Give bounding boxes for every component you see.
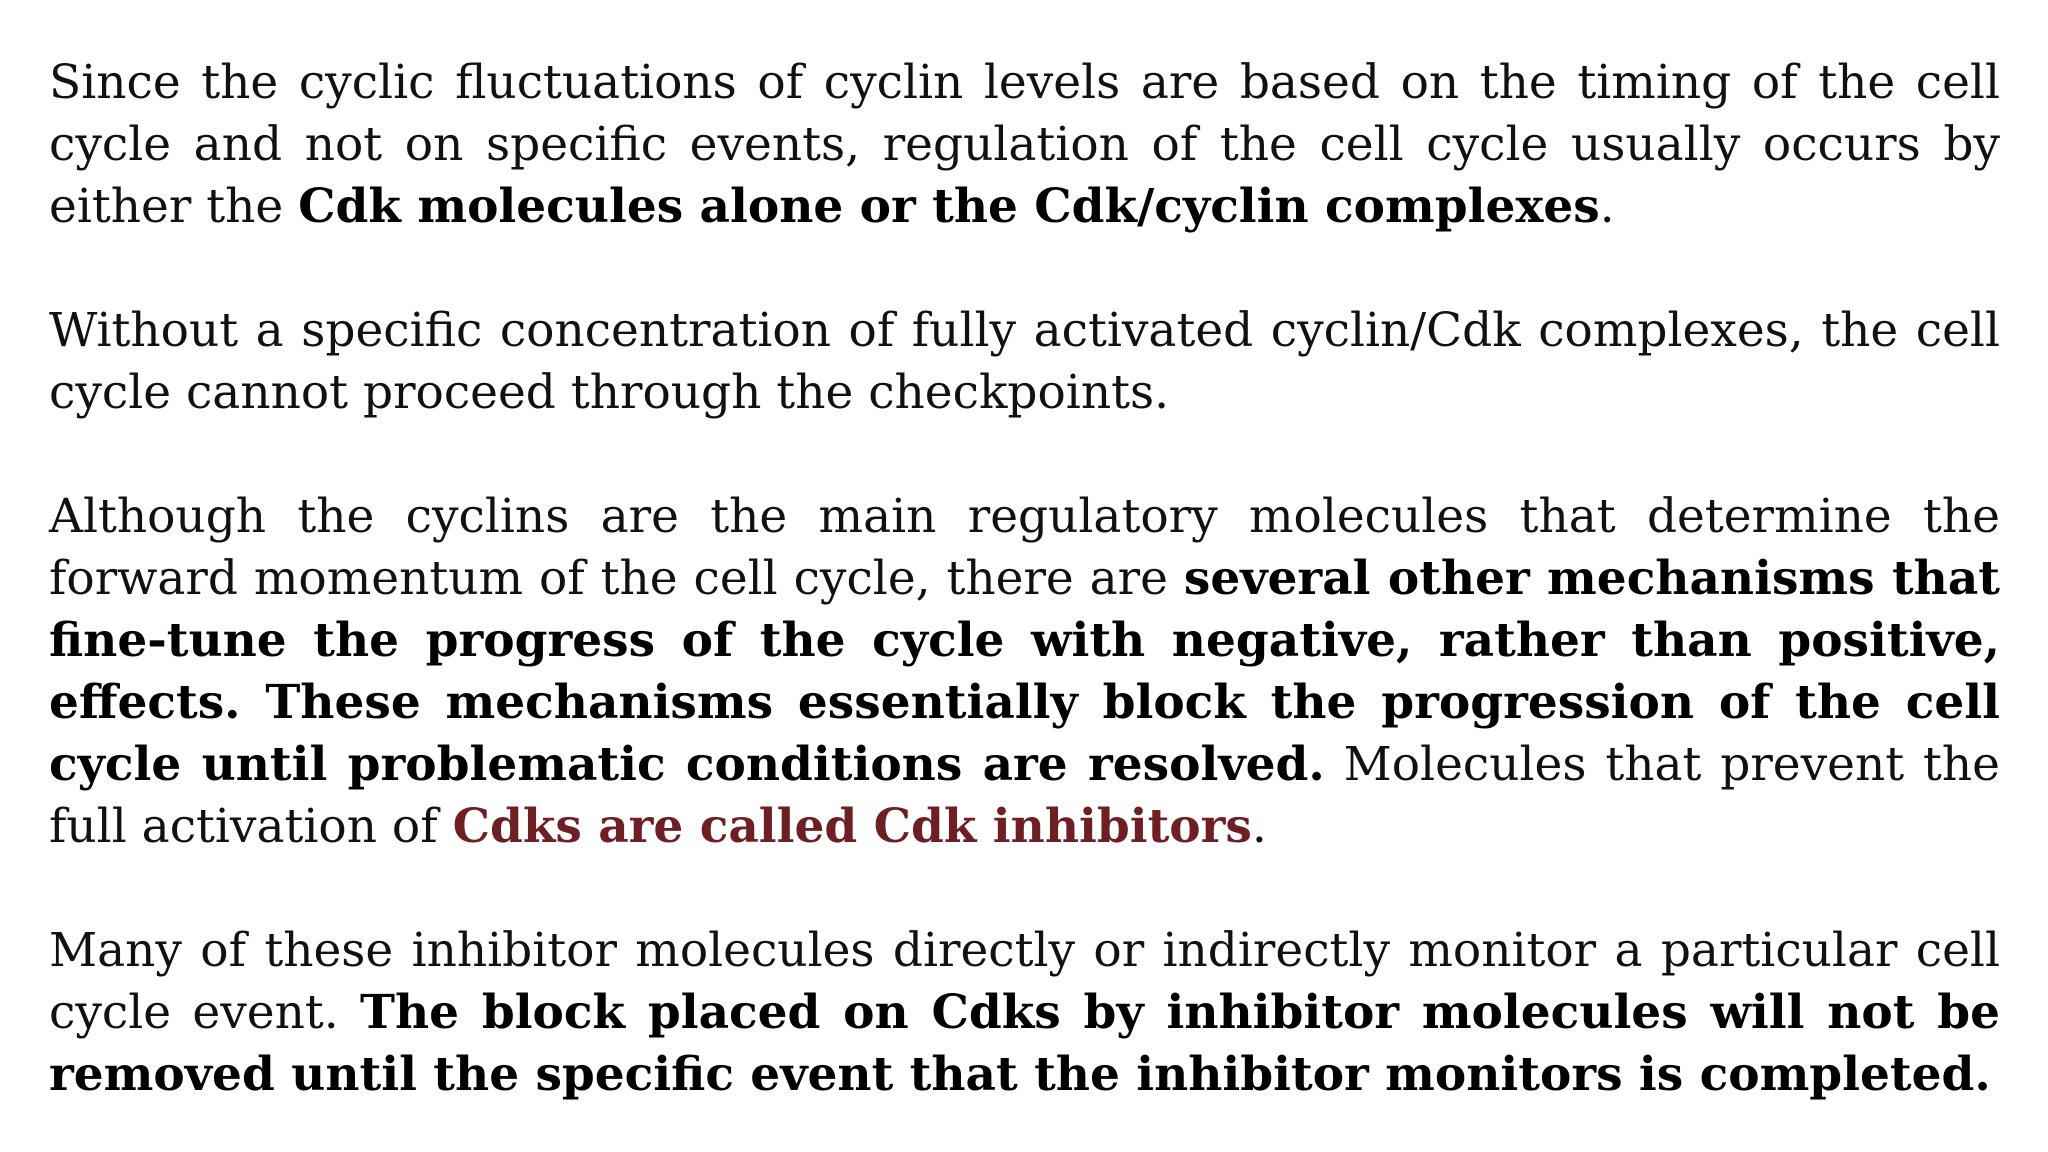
paragraph-checkpoints xyxy=(49,300,2000,424)
text-segment: Many of these inhibitor molecules directly or indirectly monitor a particular cell cycle event. xyxy=(49,923,2000,1040)
text-segment: . xyxy=(1599,179,1615,234)
highlight-cdk-inhibitors: Cdks are called Cdk inhibitors xyxy=(452,799,1252,854)
document-body xyxy=(49,52,2000,1106)
text-segment: Without a specific concentration of fully activated cyclin/Cdk complexes, the cell cycle cannot proceed through the checkpoints. xyxy=(49,303,2000,420)
text-segment: Since the cyclic fluctuations of cyclin levels are based on the timing of the cell cycle and not on specific events, regulation of the cell cycle usually occurs by either the xyxy=(49,55,2000,234)
paragraph-negative-mechanisms xyxy=(49,486,2000,858)
text-segment: Although the cyclins are the main regulatory molecules that determine the forward momentum of the cell cycle, there are xyxy=(49,489,2000,606)
text-segment: Molecules that prevent the full activation of xyxy=(49,737,2000,854)
bold-segment: several other mechanisms that fine-tune the progress of the cycle with negative, rather than positive, effects. These mechanisms essentially block the progression of the cell cycle until problematic conditions are resolved. xyxy=(49,551,2000,792)
paragraph-inhibitor-monitoring xyxy=(49,920,2000,1106)
bold-segment: Cdk molecules alone or the Cdk/cyclin complexes xyxy=(298,179,1600,234)
text-segment: . xyxy=(1251,799,1267,854)
bold-segment: The block placed on Cdks by inhibitor molecules will not be removed until the specific event that the inhibitor monitors is completed. xyxy=(49,985,2000,1102)
paragraph-cyclin-regulation xyxy=(49,52,2000,238)
